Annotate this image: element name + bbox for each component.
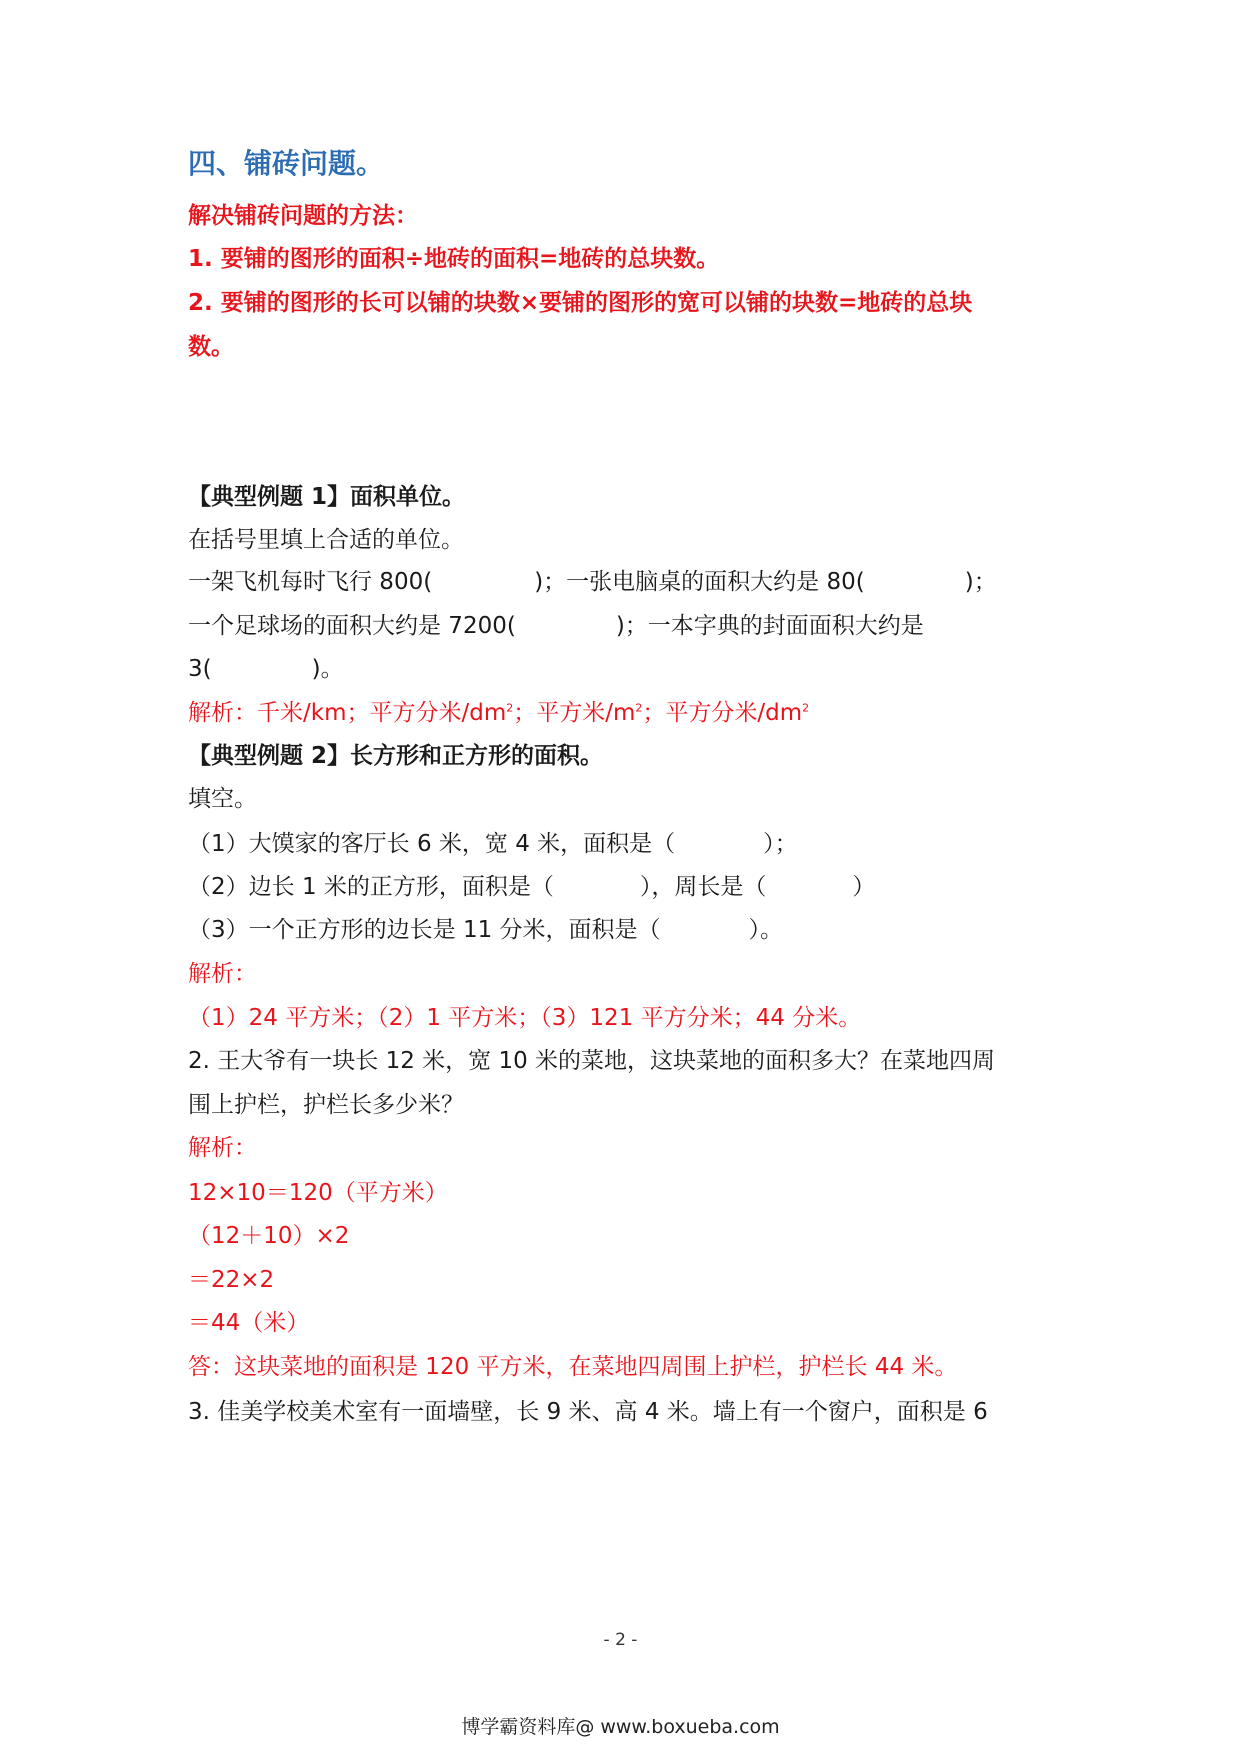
q3-part-b: )。 <box>311 656 344 682</box>
example1-title: 【典型例题 1】面积单位。 <box>188 484 466 510</box>
q1-part-a: 一架飞机每时飞行 800( <box>188 569 433 595</box>
example2-analysis-answer: （1）24 平方米；（2）1 平方米；（3）121 平方分米；44 分米。 <box>188 1005 862 1031</box>
question2-answer: 答：这块菜地的面积是 120 平方米，在菜地四周围上护栏，护栏长 44 米。 <box>188 1354 958 1380</box>
question2-line1: 2. 王大爷有一块长 12 米，宽 10 米的菜地，这块菜地的面积多大？在菜地四周 <box>188 1048 996 1074</box>
method-2-line2: 数。 <box>188 334 234 360</box>
p2-part-b: ），周长是（ <box>639 874 767 900</box>
answer-part: ；平方米/m <box>513 700 636 726</box>
q3-part-a: 3( <box>188 656 212 682</box>
p1-part-b: ）； <box>763 831 798 857</box>
p2-part-c: ） <box>852 874 876 900</box>
calc-step-1: 12×10＝120（平方米） <box>188 1180 448 1206</box>
example2-problem-1 <box>188 829 1068 859</box>
example2-analysis-label: 解析： <box>188 961 257 987</box>
superscript: 2 <box>802 701 810 715</box>
question3-line1: 3. 佳美学校美术室有一面墙壁，长 9 米、高 4 米。墙上有一个窗户，面积是 6 <box>188 1399 988 1425</box>
calc-step-4: ＝44（米） <box>188 1310 310 1336</box>
example2-problem-2 <box>188 872 1068 902</box>
calc-step-2: （12＋10）×2 <box>188 1223 350 1249</box>
q1-part-c: )； <box>964 569 997 595</box>
example2-instruction: 填空。 <box>188 786 257 812</box>
method-title: 解决铺砖问题的方法： <box>188 203 418 229</box>
footer-watermark: 博学霸资料库@ www.boxueba.com <box>461 1716 780 1738</box>
p1-part-a: （1）大馍家的客厅长 6 米，宽 4 米，面积是（ <box>188 831 676 857</box>
method-1: 1. 要铺的图形的面积÷地砖的面积=地砖的总块数。 <box>188 246 720 272</box>
example1-question-line2 <box>188 611 1068 641</box>
q1-part-b: )；一张电脑桌的面积大约是 80( <box>534 569 865 595</box>
p3-part-b: ）。 <box>748 917 784 943</box>
method-2-line1: 2. 要铺的图形的长可以铺的块数×要铺的图形的宽可以铺的块数=地砖的总块 <box>188 290 973 316</box>
example2-problem-3 <box>188 915 1068 945</box>
q2-part-b: )；一本字典的封面面积大约是 <box>615 613 924 639</box>
example2-title: 【典型例题 2】长方形和正方形的面积。 <box>188 743 604 769</box>
superscript: 2 <box>506 701 514 715</box>
superscript: 2 <box>635 701 643 715</box>
answer-part: 解析：千米/km；平方分米/dm <box>188 700 507 726</box>
example1-question-line1 <box>188 567 1068 597</box>
p3-part-a: （3）一个正方形的边长是 11 分米，面积是（ <box>188 917 661 943</box>
q2-part-a: 一个足球场的面积大约是 7200( <box>188 613 516 639</box>
page-number: - 2 - <box>603 1630 638 1650</box>
question2-line2: 围上护栏，护栏长多少米？ <box>188 1092 464 1118</box>
p2-part-a: （2）边长 1 米的正方形，面积是（ <box>188 874 554 900</box>
question2-analysis-label: 解析： <box>188 1135 257 1161</box>
calc-step-3: ＝22×2 <box>188 1267 275 1293</box>
example1-answer <box>188 698 1068 728</box>
answer-part: ；平方分米/dm <box>642 700 803 726</box>
example1-instruction: 在括号里填上合适的单位。 <box>188 527 464 553</box>
example1-question-line3 <box>188 654 1068 684</box>
section-title: 四、铺砖问题。 <box>188 147 385 180</box>
